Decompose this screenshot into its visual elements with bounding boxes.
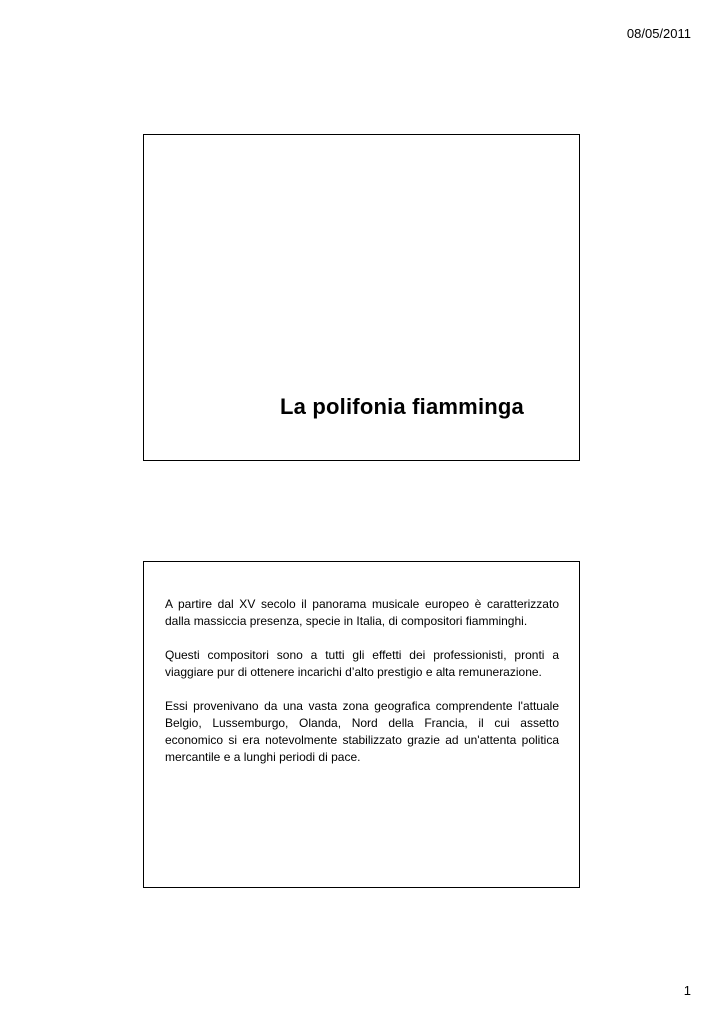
page-number: 1 bbox=[683, 983, 691, 998]
paragraph-1: A partire dal XV secolo il panorama musicale europeo è caratterizzato dalla massiccia presenza, specie in Italia, di compositori fiamminghi. bbox=[165, 597, 559, 628]
paragraph-2: Questi compositori sono a tutti gli effetti dei professionisti, pronti a viaggiare pur di ottenere incarichi d’alto prestigio e alta remunerazione. bbox=[165, 648, 559, 679]
slide-title: La polifonia fiamminga bbox=[280, 394, 524, 419]
paragraph-3: Essi provenivano da una vasta zona geografica comprendente l'attuale Belgio, Lussemburgo, Olanda, Nord della Francia, il cui assetto economico si era notevolmente stabilizzato grazie ad un'attenta politica mercantile e a lunghi periodi di pace. bbox=[165, 699, 559, 764]
slide-body bbox=[165, 596, 559, 766]
header-date: 08/05/2011 bbox=[626, 26, 691, 41]
slide-2 bbox=[143, 561, 580, 888]
slide-1 bbox=[143, 134, 580, 461]
